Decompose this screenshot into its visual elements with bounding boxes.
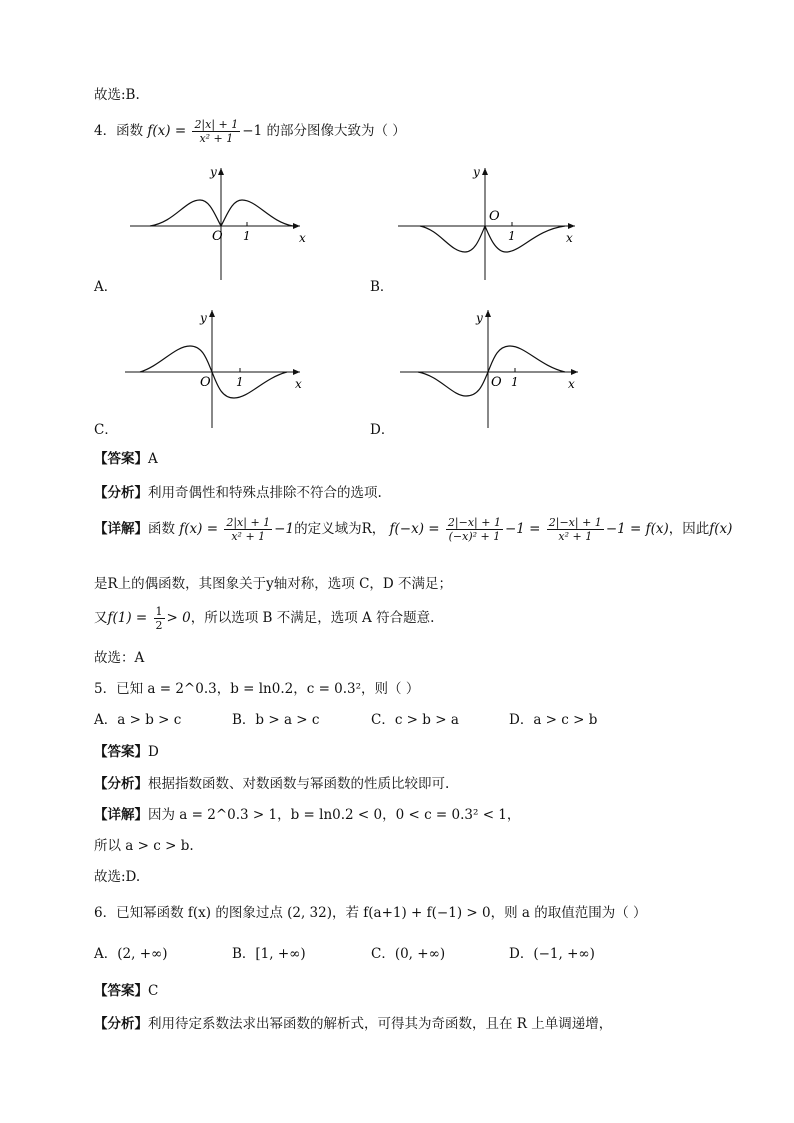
- q4-conclusion: 故选：A: [94, 650, 145, 666]
- answer-tag: 【答案】: [94, 451, 148, 467]
- graph-d-tick: 1: [511, 375, 519, 389]
- q5-option-a: A．a > b > c: [94, 712, 182, 728]
- graph-c-origin: O: [200, 375, 211, 390]
- graph-b: [398, 165, 575, 280]
- analysis-text: 利用奇偶性和特殊点排除不符合的选项.: [148, 485, 382, 501]
- analysis-tag: 【分析】: [94, 485, 148, 501]
- q4-frac-den: x² + 1: [199, 132, 234, 145]
- graph-c: [125, 310, 302, 428]
- answer-tag: 【答案】: [94, 983, 148, 999]
- q6-analysis: [94, 1012, 612, 1032]
- graph-c-label: C．: [94, 422, 118, 438]
- graph-a-y: y: [210, 165, 217, 179]
- answer-value: A: [148, 451, 158, 467]
- graph-c-tick: 1: [236, 375, 244, 389]
- q4-fraction: [192, 118, 240, 145]
- answer-tag: 【答案】: [94, 744, 148, 760]
- graph-b-origin: O: [489, 209, 500, 224]
- q5-detail: [94, 803, 520, 823]
- detail-also: 又: [94, 610, 108, 626]
- graph-b-tick: 1: [508, 229, 516, 243]
- analysis-tag: 【分析】: [94, 1016, 148, 1032]
- q4-graphs: [0, 160, 794, 460]
- q5-analysis: [94, 772, 449, 792]
- graph-d-x: x: [568, 377, 575, 391]
- detail-tag: 【详解】: [94, 807, 148, 823]
- q4-func-lhs: f(x) =: [147, 123, 187, 139]
- graph-b-label: B．: [370, 279, 394, 295]
- graph-a: [130, 165, 306, 280]
- analysis-text: 根据指数函数、对数函数与幂函数的性质比较即可.: [148, 776, 450, 792]
- q5-detail2: 所以 a > c > b.: [94, 838, 194, 854]
- prev-conclusion: 故选:B.: [94, 87, 140, 103]
- answer-value: D: [148, 744, 159, 760]
- q4-lead: 函数: [116, 123, 144, 139]
- q6-option-c: C．(0, +∞): [371, 946, 446, 962]
- q6-option-b: B．[1, +∞): [232, 946, 306, 962]
- q4-stem: [94, 118, 406, 145]
- q4-frac-num: 2|x| + 1: [194, 118, 239, 131]
- detail-tag: 【详解】: [94, 521, 148, 537]
- q6-option-d: D．(−1, +∞): [509, 946, 595, 962]
- detail-func: f(x) =: [179, 521, 219, 537]
- graph-a-label: A．: [94, 279, 118, 295]
- graph-b-y: y: [473, 165, 480, 179]
- detail-frac-num: 2|x| + 1: [226, 516, 271, 529]
- detail-text: 函数: [148, 521, 175, 537]
- q6-answer: [94, 979, 158, 999]
- graph-a-x: x: [299, 231, 306, 245]
- analysis-tag: 【分析】: [94, 776, 148, 792]
- detail-rest: ，所以选项 B 不满足，选项 A 符合题意.: [190, 610, 435, 626]
- q5-conclusion: 故选:D.: [94, 869, 141, 885]
- graph-d-y: y: [476, 311, 483, 325]
- graph-a-tick: 1: [243, 229, 251, 243]
- q5-option-c: C．c > b > a: [371, 712, 459, 728]
- graph-c-y: y: [200, 311, 207, 325]
- detail-fraction: [224, 516, 272, 543]
- graph-d-origin: O: [491, 375, 502, 390]
- detail-domain: 的定义域为R，: [294, 521, 386, 537]
- q5-stem: 5．已知 a = 2^0.3，b = ln0.2，c = 0.3²，则（ ）: [94, 681, 420, 697]
- graph-d-label: D．: [370, 422, 395, 438]
- q4-answer: [94, 447, 158, 467]
- q4-detail-line3: 又f(1) = $\frac{1}{2}$ > 0，所以选项 B 不满足，选项 A 符合题意.: [94, 605, 435, 632]
- graph-a-origin: O: [212, 229, 223, 244]
- graph-c-x: x: [295, 377, 302, 391]
- graph-b-x: x: [566, 231, 573, 245]
- detail-therefore: ，因此: [668, 521, 710, 537]
- q5-option-d: D．a > c > b: [509, 712, 598, 728]
- detail-frac-den: x² + 1: [231, 530, 266, 543]
- answer-value: C: [148, 983, 159, 999]
- q6-stem: 6．已知幂函数 f(x) 的图象过点 (2, 32)，若 f(a+1) + f(−1) > 0，则 a 的取值范围为（ ）: [94, 905, 647, 921]
- graph-d: [400, 310, 578, 428]
- detail-text: 因为 a = 2^0.3 > 1，b = ln0.2 < 0，0 < c = 0.3² < 1，: [148, 807, 521, 823]
- q5-answer: [94, 740, 159, 760]
- q4-detail-line2: 是R上的偶函数，其图象关于y轴对称，选项 C，D 不满足；: [94, 576, 453, 592]
- q4-analysis: [94, 481, 382, 501]
- q4-number: 4．: [94, 123, 117, 139]
- q4-tail: −1 的部分图像大致为（ ）: [242, 123, 406, 139]
- q6-option-a: A．(2, +∞): [94, 946, 168, 962]
- q4-detail-line1: 【详解】函数 f(x) = $\frac{2|x| + 1}{\text{x² + 1}}$ −1的定义域为R， f(−x) = $\frac{2|-x| + 1}{\text{(−x)² + 1}}$ −1 = $\frac{2|-x| + 1}{\text{x² + 1}}$ −1 = f(x)，因此f(x): [94, 516, 733, 543]
- q5-option-b: B．b > a > c: [232, 712, 320, 728]
- analysis-text: 利用待定系数法求出幂函数的解析式，可得其为奇函数，且在 R 上单调递增，: [148, 1016, 613, 1032]
